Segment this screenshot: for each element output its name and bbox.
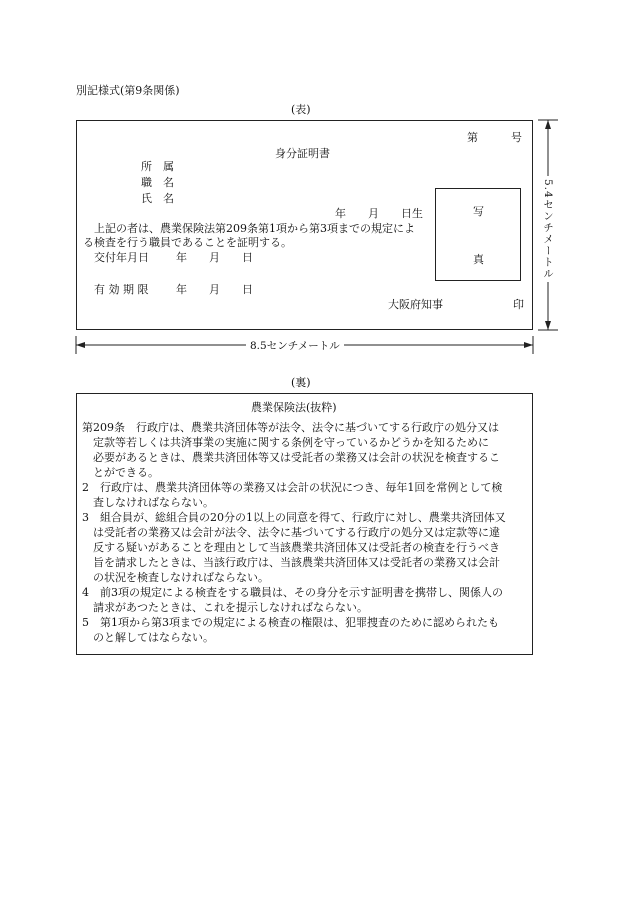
issue-date-value: 年 月 日 [176, 251, 253, 264]
certification-text-line2: る検査を行う職員であることを証明する。 [83, 236, 292, 249]
card-number-label: 第 号 [467, 131, 522, 144]
height-dimension-label: 5.4センチメートル [541, 176, 556, 282]
law-line: 4 前3項の規定による検査をする職員は、その身分を示す証明書を携帯し、関係人の [82, 586, 503, 599]
front-side-label: (表) [291, 103, 311, 116]
name-label: 氏 名 [141, 192, 174, 205]
expiry-label: 有 効 期 限 [94, 283, 149, 296]
law-line: 反する疑いがあることを理由として当該農業共済団体又は受託者の検査を行うべき [82, 541, 500, 554]
law-line: とができる。 [82, 466, 159, 479]
certification-text-line1: 上記の者は、農業保険法第209条第1項から第3項までの規定によ [94, 222, 415, 235]
law-line: の状況を検査しなければならない。 [82, 571, 269, 584]
law-line: 2 行政庁は、農業共済団体等の業務又は会計の状況につき、毎年1回を常例として検 [82, 481, 503, 494]
law-line: 必要があるときは、農業共済団体等又は受託者の業務又は会計の状況を検査するこ [82, 451, 500, 464]
form-title: 別記様式(第9条関係) [76, 84, 180, 97]
seal-mark: 印 [513, 298, 524, 311]
law-line: 旨を請求したときは、当該行政庁は、当該農業共済団体又は受託者の業務又は会計 [82, 556, 500, 569]
law-excerpt [82, 420, 506, 645]
law-line: 査しなければならない。 [82, 496, 214, 509]
back-title: 農業保険法(抜粋) [251, 401, 337, 414]
affiliation-label: 所 属 [141, 160, 174, 173]
law-line: 請求があつたときは、これを提示しなければならない。 [82, 601, 368, 614]
issue-date-label: 交付年月日 [94, 251, 149, 264]
expiry-value: 年 月 日 [176, 283, 253, 296]
law-line: 3 組合員が、総組合員の20分の1以上の同意を得て、行政庁に対し、農業共済団体又 [82, 511, 506, 524]
law-line: は受託者の業務又は会計が法令、法令に基づいてする行政庁の処分又は定款等に違 [82, 526, 500, 539]
back-side-label: (裏) [291, 376, 311, 389]
law-line: 定款等若しくは共済事業の実施に関する条例を守っているかどうかを知るために [82, 436, 489, 449]
birth-date-label: 年 月 日生 [335, 207, 423, 220]
issuer-name: 大阪府知事 [388, 298, 443, 311]
position-label: 職 名 [141, 176, 174, 189]
photo-box [435, 188, 521, 281]
photo-label-top: 写 [473, 205, 484, 218]
law-line: 第209条 行政庁は、農業共済団体等が法令、法令に基づいてする行政庁の処分又は [82, 421, 499, 434]
width-dimension-label: 8.5センチメートル [246, 338, 344, 353]
card-title: 身分証明書 [275, 147, 330, 160]
law-line: のと解してはならない。 [82, 631, 214, 644]
photo-label-bottom: 真 [473, 253, 484, 266]
law-line: 5 第1項から第3項までの規定による検査の権限は、犯罪捜査のために認められたも [82, 616, 499, 629]
